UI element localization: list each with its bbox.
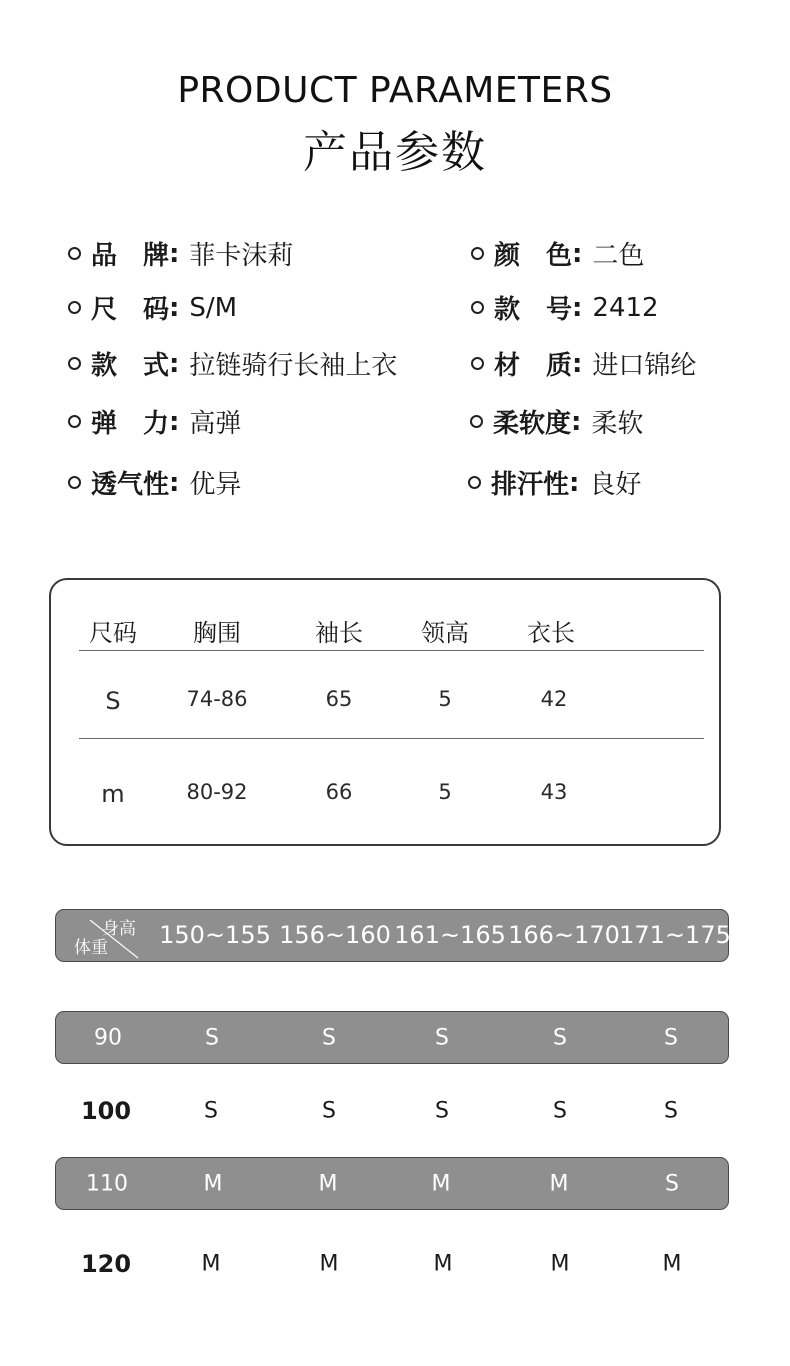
cell-size: S [105,687,121,715]
size-cell: M [319,1251,339,1276]
param-value: 高弹 [189,409,242,439]
recommend-row [55,1011,729,1064]
param-style [68,345,397,382]
param-label: 款 号 [494,295,573,325]
height-column: 156~160 [279,921,391,949]
bullet-icon [468,476,481,489]
param-separator: : [572,292,583,323]
title-chinese: 产品参数 [303,127,487,178]
corner-weight-label: 体重 [74,938,108,958]
divider [79,650,704,651]
param-value: S/M [189,292,238,323]
size-cell: S [322,1025,336,1050]
bullet-icon [471,357,484,370]
height-column: 171~175 [619,921,731,949]
size-cell: M [662,1251,682,1276]
param-value: 拉链骑行长袖上衣 [189,351,398,381]
weight-cell: 110 [86,1171,128,1196]
header-size: 尺码 [89,619,137,647]
header-collar: 领高 [421,619,469,647]
size-cell: S [204,1098,218,1123]
param-separator: : [169,292,180,323]
size-cell: S [665,1171,679,1196]
cell-chest: 80-92 [186,780,248,804]
corner-height-label: 身高 [102,919,136,939]
size-cell: M [203,1171,223,1196]
size-table [49,578,721,846]
param-value: 二色 [592,241,645,271]
size-cell: S [322,1098,336,1123]
param-material [471,345,696,382]
header-sleeve: 袖长 [315,619,363,647]
size-cell: S [205,1025,219,1050]
height-column: 161~165 [394,921,506,949]
param-separator: : [569,467,580,498]
bullet-icon [471,247,484,260]
cell-collar: 5 [438,687,452,711]
size-cell: M [318,1171,338,1196]
param-brand [68,235,293,272]
bullet-icon [68,301,81,314]
height-column: 150~155 [159,921,271,949]
param-value: 良好 [589,470,642,500]
param-separator: : [572,348,583,379]
size-cell: S [664,1025,678,1050]
cell-length: 43 [540,780,568,804]
size-cell: S [435,1098,449,1123]
cell-size: m [101,780,125,808]
size-cell: S [435,1025,449,1050]
size-cell: M [549,1171,569,1196]
size-cell: M [201,1251,221,1276]
weight-cell: 100 [80,1096,132,1125]
param-value: 优异 [189,470,242,500]
param-separator: : [169,406,180,437]
divider [79,738,704,739]
cell-chest: 74-86 [186,687,248,711]
param-label: 颜 色 [494,241,573,271]
bullet-icon [470,415,483,428]
param-label: 材 质 [494,351,573,381]
bullet-icon [68,247,81,260]
size-cell: M [433,1251,453,1276]
param-value: 柔软 [591,409,644,439]
header-chest: 胸围 [193,619,241,647]
param-color [471,235,644,272]
recommend-row [55,1237,729,1290]
size-cell: S [553,1025,567,1050]
height-column: 166~170 [508,921,620,949]
size-cell: M [431,1171,451,1196]
header-length: 衣长 [527,619,575,647]
param-elasticity [68,403,241,440]
param-separator: : [571,406,582,437]
weight-cell: 120 [80,1249,132,1278]
bullet-icon [471,301,484,314]
param-label: 品 牌 [91,241,170,271]
param-sweat-wicking [468,464,641,501]
param-label: 柔软度 [493,409,572,439]
cell-collar: 5 [438,780,452,804]
param-value: 进口锦纶 [592,351,697,381]
recommend-row [55,1157,729,1210]
param-label: 款 式 [91,351,170,381]
recommend-row [55,1084,729,1137]
cell-sleeve: 65 [325,687,353,711]
cell-sleeve: 66 [325,780,353,804]
param-label: 透气性 [91,470,170,500]
param-softness [470,403,643,440]
param-label: 弹 力 [91,409,170,439]
size-cell: S [664,1098,678,1123]
corner-cell [56,910,156,960]
param-separator: : [169,467,180,498]
param-style-number [471,289,659,326]
param-label: 尺 码 [91,295,170,325]
title-english: PRODUCT PARAMETERS [177,70,613,111]
size-cell: M [550,1251,570,1276]
param-separator: : [169,238,180,269]
param-label: 排汗性 [491,470,570,500]
param-value: 菲卡沫莉 [189,241,294,271]
param-size [68,289,237,326]
cell-length: 42 [540,687,568,711]
weight-cell: 90 [94,1025,122,1050]
size-cell: S [553,1098,567,1123]
param-separator: : [169,348,180,379]
bullet-icon [68,476,81,489]
bullet-icon [68,357,81,370]
recommend-header [55,909,729,962]
param-value: 2412 [592,292,659,323]
param-breathability [68,464,241,501]
param-separator: : [572,238,583,269]
bullet-icon [68,415,81,428]
